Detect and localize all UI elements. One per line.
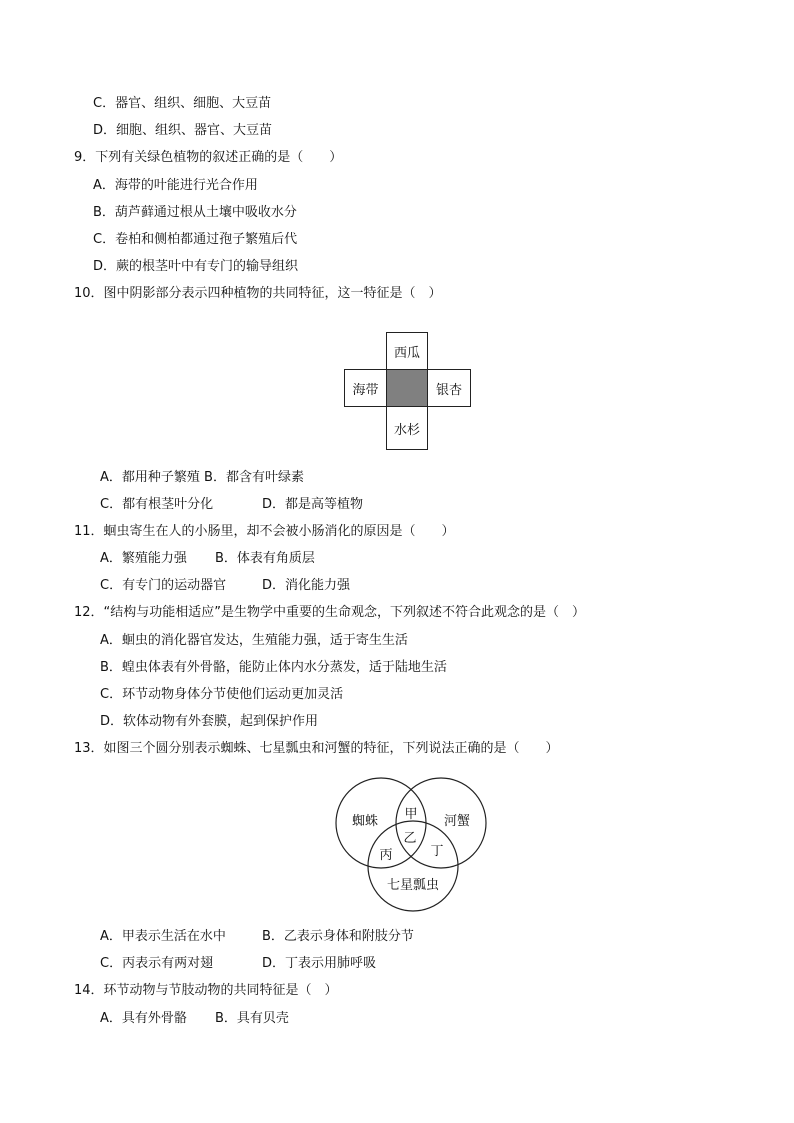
q12-option-b: B．蝗虫体表有外骨骼，能防止体内水分蒸发，适于陆地生活 — [100, 660, 447, 675]
cross-cell-right: 银杏 — [427, 369, 471, 407]
venn-label-crab: 河蟹 — [443, 814, 471, 829]
venn-region-bing: 丙 — [379, 848, 393, 863]
venn-label-ladybug: 七星瓢虫 — [386, 878, 440, 893]
cross-cell-left: 海带 — [344, 369, 387, 407]
q12-option-d: D．软体动物有外套膜，起到保护作用 — [100, 714, 319, 729]
q9-option-a: A．海带的叶能进行光合作用 — [93, 178, 258, 193]
q10-option-d: D．都是高等植物 — [262, 497, 364, 512]
cross-cell-bottom: 水杉 — [386, 406, 428, 450]
venn-region-jia: 甲 — [404, 807, 418, 822]
q12-option-a: A．蛔虫的消化器官发达，生殖能力强，适于寄生生活 — [100, 633, 408, 648]
q13-option-a: A．甲表示生活在水中 — [100, 929, 226, 944]
q11-option-b: B．体表有角质层 — [215, 551, 315, 566]
q9-option-c: C．卷柏和侧柏都通过孢子繁殖后代 — [93, 232, 298, 247]
q11-option-a: A．繁殖能力强 — [100, 551, 187, 566]
q11-stem: 11．蛔虫寄生在人的小肠里，却不会被小肠消化的原因是（ ） — [74, 524, 455, 539]
q11-option-d: D．消化能力强 — [262, 578, 351, 593]
q10-option-ab: A．都用种子繁殖 B．都含有叶绿素 — [100, 470, 304, 485]
q8-option-c: C．器官、组织、细胞、大豆苗 — [93, 96, 272, 111]
q13-option-b: B．乙表示身体和附肢分节 — [262, 929, 414, 944]
q13-stem: 13．如图三个圆分别表示蜘蛛、七星瓢虫和河蟹的特征，下列说法正确的是（ ） — [74, 741, 559, 756]
cross-cell-top: 西瓜 — [386, 332, 428, 370]
q12-stem: 12．“结构与功能相适应”是生物学中重要的生命观念，下列叙述不符合此观念的是（ ） — [74, 605, 586, 620]
q11-option-c: C．有专门的运动器官 — [100, 578, 227, 593]
q9-option-b: B．葫芦藓通过根从土壤中吸收水分 — [93, 205, 297, 220]
q14-option-a: A．具有外骨骼 — [100, 1011, 187, 1026]
venn-label-spider: 蜘蛛 — [351, 814, 379, 829]
q9-option-d: D．蕨的根茎叶中有专门的输导组织 — [93, 259, 299, 274]
cross-cell-shaded-center — [386, 369, 428, 407]
q12-option-c: C．环节动物身体分节使他们运动更加灵活 — [100, 687, 344, 702]
q8-option-d: D．细胞、组织、器官、大豆苗 — [93, 123, 273, 138]
q10-option-c: C．都有根茎叶分化 — [100, 497, 214, 512]
q13-option-c: C．丙表示有两对翅 — [100, 956, 214, 971]
q10-stem: 10．图中阴影部分表示四种植物的共同特征，这一特征是（ ） — [74, 286, 442, 301]
q13-option-d: D．丁表示用肺呼吸 — [262, 956, 377, 971]
q14-option-b: B．具有贝壳 — [215, 1011, 289, 1026]
q13-venn-figure — [330, 775, 495, 915]
q9-stem: 9．下列有关绿色植物的叙述正确的是（ ） — [74, 150, 343, 165]
venn-region-ding: 丁 — [430, 844, 444, 859]
venn-region-yi: 乙 — [403, 831, 417, 846]
q14-stem: 14．环节动物与节肢动物的共同特征是（ ） — [74, 983, 338, 998]
